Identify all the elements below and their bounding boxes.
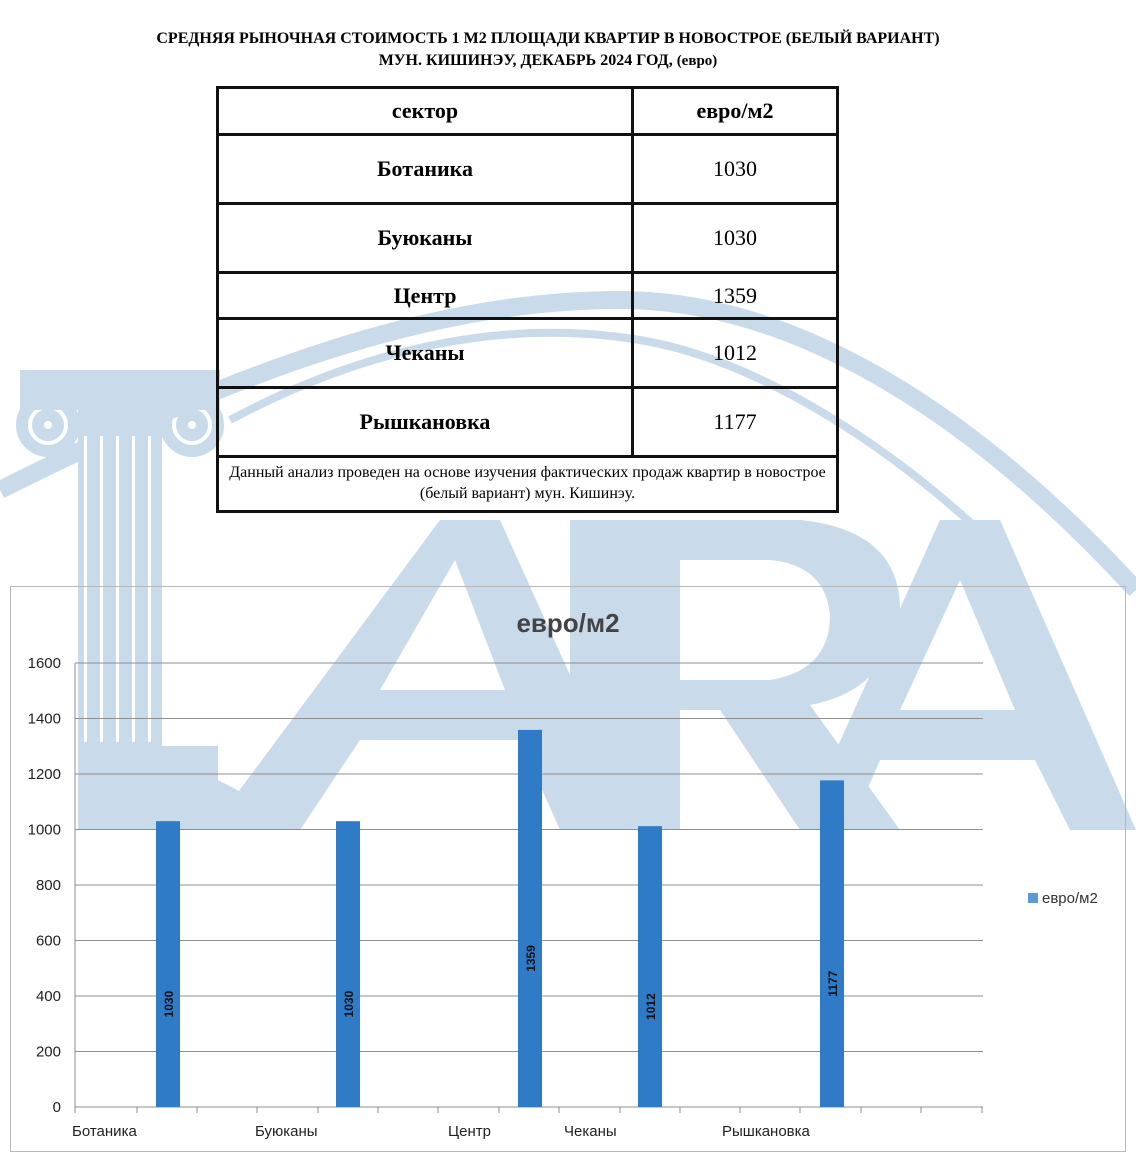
bar [820,780,844,1107]
sector-value: 1177 [633,388,838,457]
bar [336,821,360,1107]
sector-name: Центр [218,273,633,319]
header-sector: сектор [218,88,633,135]
sector-value: 1359 [633,273,838,319]
heading-unit: (евро) [676,53,718,69]
chart-title: евро/м2 [516,608,620,638]
bar [156,821,180,1107]
x-category-label: Буюканы [255,1123,318,1140]
x-category-label: Ботаника [72,1123,137,1140]
legend-label: евро/м2 [1042,890,1098,907]
bar-data-label: 1030 [162,990,176,1018]
x-category-label: Рышкановка [722,1123,810,1140]
y-tick-label: 1400 [27,710,61,728]
bar-data-label: 1030 [342,990,356,1018]
y-tick-label: 0 [52,1099,61,1116]
y-tick-label: 600 [35,932,61,950]
bar [638,826,662,1107]
sector-name: Буюканы [218,204,633,273]
x-category-label: Чеканы [564,1123,617,1140]
sector-name: Ботаника [218,135,633,204]
sector-name: Рышкановка [218,388,633,457]
bar-data-label: 1012 [644,993,658,1020]
header-price: евро/м2 [633,88,838,135]
y-tick-label: 1600 [27,655,61,672]
legend-swatch [1028,893,1038,903]
sector-value: 1012 [633,319,838,388]
y-tick-label: 200 [35,1043,61,1061]
sector-value: 1030 [633,204,838,273]
bar [518,730,542,1107]
y-tick-label: 400 [35,988,61,1005]
heading-line-1: СРЕДНЯЯ РЫНОЧНАЯ СТОИМОСТЬ 1 М2 ПЛОЩАДИ КВАРТИР В НОВОСТРОЕ (БЕЛЫЙ ВАРИАНТ) [156,30,940,47]
y-tick-label: 800 [35,877,61,894]
heading-line-2-text: МУН. КИШИНЭУ, ДЕКАБРЬ 2024 ГОД, [378,52,673,69]
sector-value: 1030 [633,135,838,204]
y-tick-label: 1000 [27,821,61,839]
table-note: Данный анализ проведен на основе изучения фактических продаж квартир в новострое (белый вариант) мун. Кишинэу. [218,457,838,512]
x-category-label: Центр [448,1123,491,1140]
sector-name: Чеканы [218,319,633,388]
y-tick-label: 1200 [27,766,61,783]
bar-data-label: 1177 [826,970,840,997]
bar-data-label: 1359 [524,945,538,972]
